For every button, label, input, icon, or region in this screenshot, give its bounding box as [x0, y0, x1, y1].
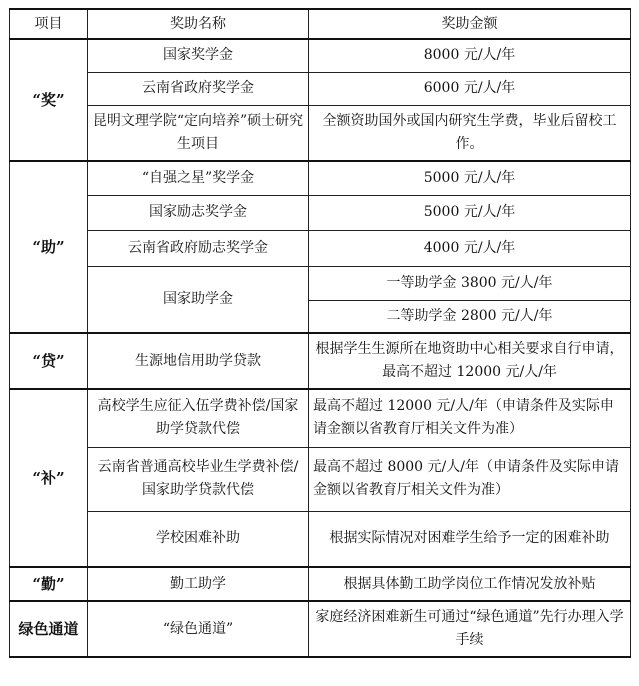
table-row: [10, 72, 631, 105]
award-name: 勤工助学: [88, 567, 309, 601]
award-name: 国家奖学金: [88, 39, 309, 72]
category-cell: “补”: [10, 389, 88, 567]
award-name: 生源地信用助学贷款: [88, 333, 309, 389]
category-cell: “勤”: [10, 567, 88, 601]
table-row: [10, 266, 631, 300]
award-name: 云南省政府励志奖学金: [88, 230, 309, 266]
award-name: 云南省普通高校毕业生学费补偿/国家助学贷款代偿: [88, 447, 309, 511]
table-row: [10, 39, 631, 72]
award-name: 国家励志奖学金: [88, 195, 309, 230]
award-amount: 根据学生生源所在地资助中心相关要求自行申请，最高不超过 12000 元/人/年: [309, 333, 631, 389]
category-cell: “奖”: [10, 39, 88, 161]
award-amount: 二等助学金 2800 元/人/年: [309, 300, 631, 333]
award-amount: 6000 元/人/年: [309, 72, 631, 105]
award-amount: 4000 元/人/年: [309, 230, 631, 266]
award-amount: 5000 元/人/年: [309, 161, 631, 195]
table-row: [10, 511, 631, 567]
award-amount: 家庭经济困难新生可通过“绿色通道”先行办理入学手续: [309, 601, 631, 657]
table-row: [10, 161, 631, 195]
award-amount: 8000 元/人/年: [309, 39, 631, 72]
table-row: [10, 389, 631, 447]
table-row: [10, 105, 631, 161]
header-category: 项目: [10, 9, 88, 39]
category-cell: “贷”: [10, 333, 88, 389]
table-row: [10, 447, 631, 511]
award-amount: 根据具体勤工助学岗位工作情况发放补贴: [309, 567, 631, 601]
award-amount: 5000 元/人/年: [309, 195, 631, 230]
award-amount: 最高不超过 12000 元/人/年（申请条件及实际申请金额以省教育厅相关文件为准）: [309, 389, 631, 447]
award-name: “自强之星”奖学金: [88, 161, 309, 195]
award-amount: 全额资助国外或国内研究生学费，毕业后留校工作。: [309, 105, 631, 161]
award-amount: 根据实际情况对困难学生给予一定的困难补助: [309, 511, 631, 567]
table-row: [10, 601, 631, 657]
category-cell: “助”: [10, 161, 88, 333]
category-cell: 绿色通道: [10, 601, 88, 657]
header-row: [10, 9, 631, 39]
table-row: [10, 230, 631, 266]
award-name: 国家助学金: [88, 266, 309, 333]
header-amount: 奖助金额: [309, 9, 631, 39]
header-name: 奖助名称: [88, 9, 309, 39]
award-name: “绿色通道”: [88, 601, 309, 657]
award-name: 高校学生应征入伍学费补偿/国家助学贷款代偿: [88, 389, 309, 447]
table-row: [10, 333, 631, 389]
award-name: 云南省政府奖学金: [88, 72, 309, 105]
award-amount: 一等助学金 3800 元/人/年: [309, 266, 631, 300]
scholarship-table: [9, 8, 631, 658]
award-amount: 最高不超过 8000 元/人/年（申请条件及实际申请金额以省教育厅相关文件为准）: [309, 447, 631, 511]
table-row: [10, 567, 631, 601]
award-name: 学校困难补助: [88, 511, 309, 567]
award-name: 昆明文理学院“定向培养”硕士研究生项目: [88, 105, 309, 161]
table-row: [10, 195, 631, 230]
